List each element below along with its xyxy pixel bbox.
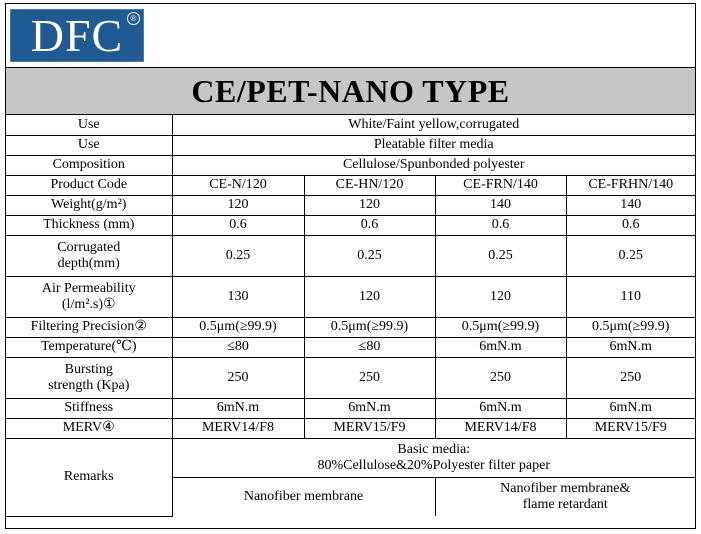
dfc-logo (10, 9, 144, 62)
filtering-cell: 0.5μm(≥99.9) (435, 317, 566, 337)
product-code-cell: CE-N/120 (172, 175, 304, 195)
label-corrugated (6, 235, 172, 276)
label-line: Bursting (64, 361, 113, 377)
stiffness-cell: 6mN.m (172, 398, 304, 418)
remarks-nanofiber-flame (435, 477, 695, 516)
label-bursting (6, 357, 172, 398)
label-line: strength (Kpa) (48, 377, 130, 393)
stiffness-cell: 6mN.m (435, 398, 566, 418)
value-composition: Cellulose/Spunbonded polyester (172, 155, 695, 175)
label-stiffness: Stiffness (6, 398, 172, 418)
product-code-cell: CE-FRN/140 (435, 175, 566, 195)
row-stiffness (6, 398, 695, 418)
label-filtering-precision: Filtering Precision② (6, 317, 172, 337)
thickness-cell: 0.6 (304, 215, 435, 235)
air-perm-cell: 110 (566, 276, 695, 317)
row-bursting (6, 357, 695, 398)
remarks-line: 80%Cellulose&20%Polyester filter paper (317, 457, 550, 473)
thickness-cell: 0.6 (435, 215, 566, 235)
temperature-cell: 6mN.m (566, 337, 695, 357)
logo-text: DFC (30, 10, 124, 61)
bursting-cell: 250 (172, 357, 304, 398)
filtering-cell: 0.5μm(≥99.9) (566, 317, 695, 337)
row-air-permeability (6, 276, 695, 317)
row-filtering-precision (6, 317, 695, 337)
air-perm-cell: 120 (304, 276, 435, 317)
label-line: (l/m².s)① (61, 296, 116, 312)
temperature-cell: ≤80 (172, 337, 304, 357)
label-line: Corrugated (57, 239, 121, 255)
row-use-2 (6, 135, 695, 155)
filtering-cell: 0.5μm(≥99.9) (172, 317, 304, 337)
thickness-cell: 0.6 (172, 215, 304, 235)
row-product-code (6, 175, 695, 195)
weight-cell: 120 (304, 195, 435, 215)
product-code-cell: CE-HN/120 (304, 175, 435, 195)
remarks-basic-media (172, 438, 695, 477)
bursting-cell: 250 (566, 357, 695, 398)
merv-cell: MERV15/F9 (566, 418, 695, 438)
merv-cell: MERV14/F8 (435, 418, 566, 438)
remarks-line: Nanofiber membrane& (500, 480, 631, 496)
label-merv: MERV④ (6, 418, 172, 438)
label-use: Use (6, 135, 172, 155)
title-bar (6, 68, 695, 115)
label-weight: Weight(g/m²) (6, 195, 172, 215)
spec-table (6, 115, 695, 517)
spec-sheet (5, 3, 696, 529)
row-use-1 (6, 115, 695, 135)
registered-mark-icon: ® (127, 12, 140, 25)
label-use: Use (6, 115, 172, 135)
row-merv (6, 418, 695, 438)
row-corrugated (6, 235, 695, 276)
temperature-cell: 6mN.m (435, 337, 566, 357)
merv-cell: MERV14/F8 (172, 418, 304, 438)
weight-cell: 140 (566, 195, 695, 215)
label-remarks: Remarks (6, 438, 172, 516)
label-line: Air Permeability (41, 280, 136, 296)
value-use: Pleatable filter media (172, 135, 695, 155)
row-composition (6, 155, 695, 175)
air-perm-cell: 130 (172, 276, 304, 317)
label-composition: Composition (6, 155, 172, 175)
corrugated-cell: 0.25 (566, 235, 695, 276)
label-temperature: Temperature(℃) (6, 337, 172, 357)
corrugated-cell: 0.25 (435, 235, 566, 276)
filtering-cell: 0.5μm(≥99.9) (304, 317, 435, 337)
row-temperature (6, 337, 695, 357)
bursting-cell: 250 (304, 357, 435, 398)
label-product-code: Product Code (6, 175, 172, 195)
thickness-cell: 0.6 (566, 215, 695, 235)
product-code-cell: CE-FRHN/140 (566, 175, 695, 195)
row-remarks-basic (6, 438, 695, 477)
stiffness-cell: 6mN.m (304, 398, 435, 418)
label-line: depth(mm) (57, 255, 120, 271)
label-air-permeability (6, 276, 172, 317)
corrugated-cell: 0.25 (304, 235, 435, 276)
remarks-line: Basic media: (397, 441, 471, 457)
header (6, 4, 695, 68)
row-thickness (6, 215, 695, 235)
stiffness-cell: 6mN.m (566, 398, 695, 418)
remarks-line: flame retardant (522, 496, 608, 512)
air-perm-cell: 120 (435, 276, 566, 317)
weight-cell: 120 (172, 195, 304, 215)
row-weight (6, 195, 695, 215)
label-thickness: Thickness (mm) (6, 215, 172, 235)
bursting-cell: 250 (435, 357, 566, 398)
corrugated-cell: 0.25 (172, 235, 304, 276)
page-title: CE/PET-NANO TYPE (191, 72, 510, 109)
merv-cell: MERV15/F9 (304, 418, 435, 438)
weight-cell: 140 (435, 195, 566, 215)
value-use: White/Faint yellow,corrugated (172, 115, 695, 135)
remarks-nanofiber: Nanofiber membrane (172, 477, 435, 516)
temperature-cell: ≤80 (304, 337, 435, 357)
